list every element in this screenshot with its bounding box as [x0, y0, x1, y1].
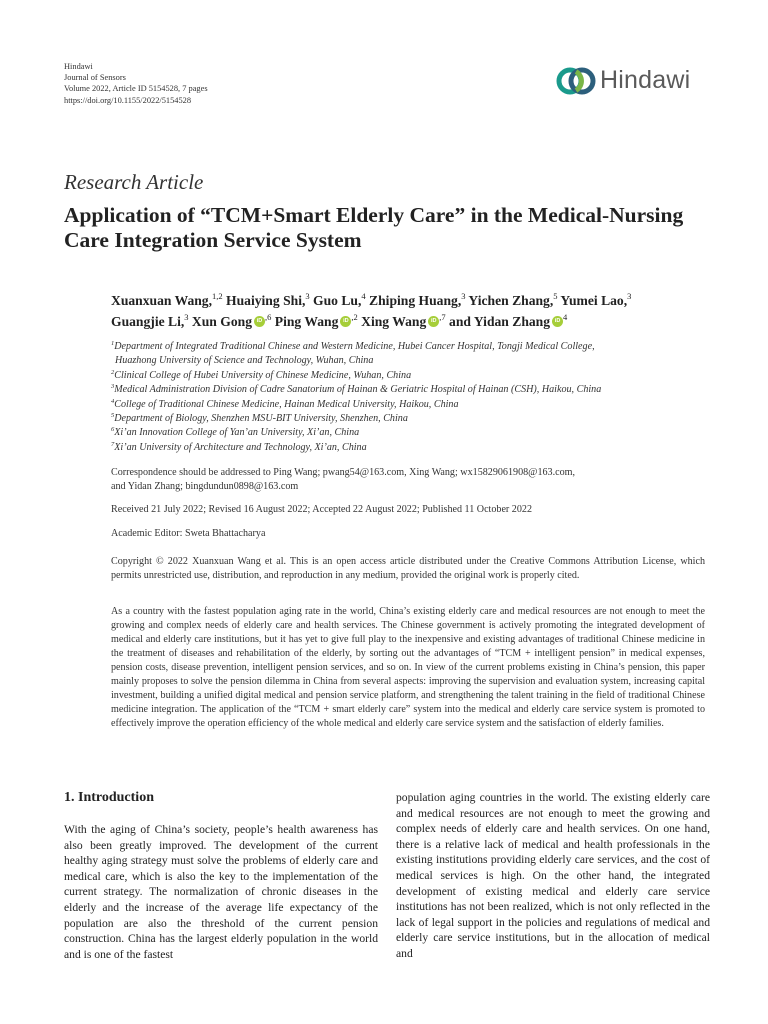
- volume-info: Volume 2022, Article ID 5154528, 7 pages: [64, 84, 208, 94]
- journal-meta: [64, 61, 208, 106]
- intro-paragraph-continued: population aging countries in the world. The existing elderly care and medical resources are not enough to meet the growing and complex needs of elderly care and health services. On one hand, there is a relative lack of medical and health professionals in the existing institutions providing elderly care services, and the cost of medical services is high. On the other hand, the integrated development of existing medical and elderly care service institutions has not been realized, which is not only reflected in the lack of legal support in the policies and regulations of medical and elderly care service institutions, but in the allocation of medical and: [396, 791, 710, 960]
- affiliation-line: $^5$Department of Biology, Shenzhen MSU-BIT University, Shenzhen, China: [111, 412, 408, 425]
- author-affiliation-number: 1,2: [212, 291, 223, 301]
- author-name: Xing WangiD $^{,7}$: [361, 314, 445, 329]
- author-name: Zhiping Huang,$^3$: [369, 291, 466, 308]
- publisher-name: Hindawi: [64, 62, 93, 71]
- orcid-icon[interactable]: [552, 316, 563, 327]
- author-name: Xun GongiD $^{,6}$: [192, 314, 271, 329]
- intro-paragraph: With the aging of China’s society, people’s health awareness has also been greatly improved. The development of the current healthy aging strategy must solve the problems of elderly care and medical care, which is also the key to the implementation of the current strategy. The normalization of chronic diseases in the elderly and the increase of the average life expectancy of the population are also the threshold of the current pension construction. China has the largest elderly population in the world and is one of the fastest: [64, 823, 378, 961]
- affiliation-number: 2: [111, 368, 115, 376]
- hindawi-wordmark: Hindawi: [600, 66, 691, 94]
- author-affiliation-number: 5: [553, 291, 558, 301]
- correspondence-line: and Yidan Zhang; bingdundun0898@163.com: [111, 481, 299, 492]
- publication-dates: Received 21 July 2022; Revised 16 August 2022; Accepted 22 August 2022; Published 11 October 2022: [111, 504, 532, 515]
- affiliation-number: 6: [111, 426, 115, 434]
- doi-link[interactable]: https://doi.org/10.1155/2022/5154528: [64, 95, 192, 105]
- author-affiliation-number: 4: [361, 291, 366, 301]
- author-name: Ping WangiD $^{,2}$: [275, 314, 358, 329]
- orcid-icon[interactable]: [428, 316, 439, 327]
- affiliation-line: $^7$Xi’an University of Architecture and Technology, Xi’an, China: [111, 440, 367, 453]
- journal-name: Journal of Sensors: [64, 73, 126, 83]
- correspondence: [111, 466, 705, 494]
- author-affiliation-number: ,7: [439, 312, 446, 322]
- affiliation-number: 4: [111, 397, 115, 405]
- affiliation-number: 5: [111, 412, 115, 420]
- affiliation-line: $^1$Department of Integrated Traditional Chinese and Western Medicine, Hubei Cancer Hospital, Tongji Medical College,: [111, 340, 595, 352]
- author-affiliation-number: 4: [563, 312, 568, 322]
- author-affiliation-number: ,2: [351, 312, 358, 322]
- author-name: Guangjie Li,$^3$: [111, 312, 189, 329]
- correspondence-line: Correspondence should be addressed to Ping Wang; pwang54@163.com, Xing Wang; wx15829061908@163.com,: [111, 467, 576, 478]
- affiliation-number: 3: [111, 383, 115, 391]
- section-heading: 1. Introduction: [64, 790, 154, 805]
- author-name: Yumei Lao,$^3$: [560, 291, 632, 308]
- author-affiliation-number: ,6: [265, 312, 272, 322]
- affiliation-number: 1: [111, 340, 115, 347]
- author-name: Huaiying Shi,$^3$: [226, 291, 310, 308]
- author-name: Guo Lu,$^4$: [313, 291, 366, 308]
- academic-editor: Academic Editor: Sweta Bhattacharya: [111, 528, 266, 539]
- author-affiliation-number: 3: [627, 291, 632, 301]
- author-affiliation-number: 3: [461, 291, 466, 301]
- affiliation-line: $^2$Clinical College of Hubei University of Chinese Medicine, Wuhan, China: [111, 368, 412, 381]
- author-name: Yichen Zhang,$^5$: [468, 291, 558, 308]
- abstract: As a country with the fastest population aging rate in the world, China’s existing elderly care and medical resources are not enough to meet the growing and complex needs of elderly care and health services. The Chinese government is actively promoting the integrated development of medical and elderly care institutions, but it has yet to give full play to the inexpensive and existing advantages of traditional Chinese medicine in the treatment of diseases and rehabilitation of the elderly, by sorting out the advantages of “TCM + intelligent pension” in medical expenses, pension costs, disease prevention, intelligent pension services, and so on. In view of the current problems existing in China’s pension, this paper mainly proposes to solve the pension dilemma in China from several aspects: improving the supervision and evaluation system, increasing capital investment, building a unified digital medical and pension service platform, and strengthening the talent training in the field of traditional Chinese medicine integration. The application of the “TCM + smart elderly care” system into the medical and elderly care service system is promoted to effectively improve the operation efficiency of the whole medical and elderly care service system and the satisfaction of elderly families.: [111, 606, 705, 729]
- intro-right-column: [396, 790, 710, 962]
- affiliation-line: Huazhong University of Science and Technology, Wuhan, China: [115, 355, 374, 367]
- affiliation-number: 7: [111, 440, 115, 448]
- intro-left-column: [64, 790, 378, 962]
- hindawi-logo: [556, 63, 716, 99]
- affiliation-line: $^3$Medical Administration Division of Cadre Sanatorium of Hainan & Geriatric Hospital of Hainan (CSH), Haikou, China: [111, 383, 602, 396]
- author-affiliation-number: 3: [305, 291, 310, 301]
- affiliation-line: $^4$College of Traditional Chinese Medicine, Hainan Medical University, Haikou, China: [111, 397, 459, 410]
- author-affiliation-number: 3: [184, 312, 189, 322]
- author-name: and Yidan ZhangiD $^4$: [449, 314, 567, 329]
- orcid-icon[interactable]: [254, 316, 265, 327]
- paper-title: Application of “TCM+Smart Elderly Care” in the Medical-Nursing Care Integration Service System: [64, 203, 684, 252]
- affiliations: [111, 340, 711, 455]
- orcid-icon[interactable]: [340, 316, 351, 327]
- affiliation-line: $^6$Xi’an Innovation College of Yan’an University, Xi’an, China: [111, 426, 360, 439]
- article-type: Research Article: [64, 170, 204, 194]
- author-list: [111, 290, 721, 332]
- hindawi-rings-icon: [556, 63, 596, 99]
- copyright-notice: Copyright © 2022 Xuanxuan Wang et al. This is an open access article distributed under the Creative Commons Attribution License, which permits unrestricted use, distribution, and reproduction in any medium, provided the original work is properly cited.: [111, 556, 705, 581]
- author-name: Xuanxuan Wang,$^{1,2}$: [111, 291, 223, 308]
